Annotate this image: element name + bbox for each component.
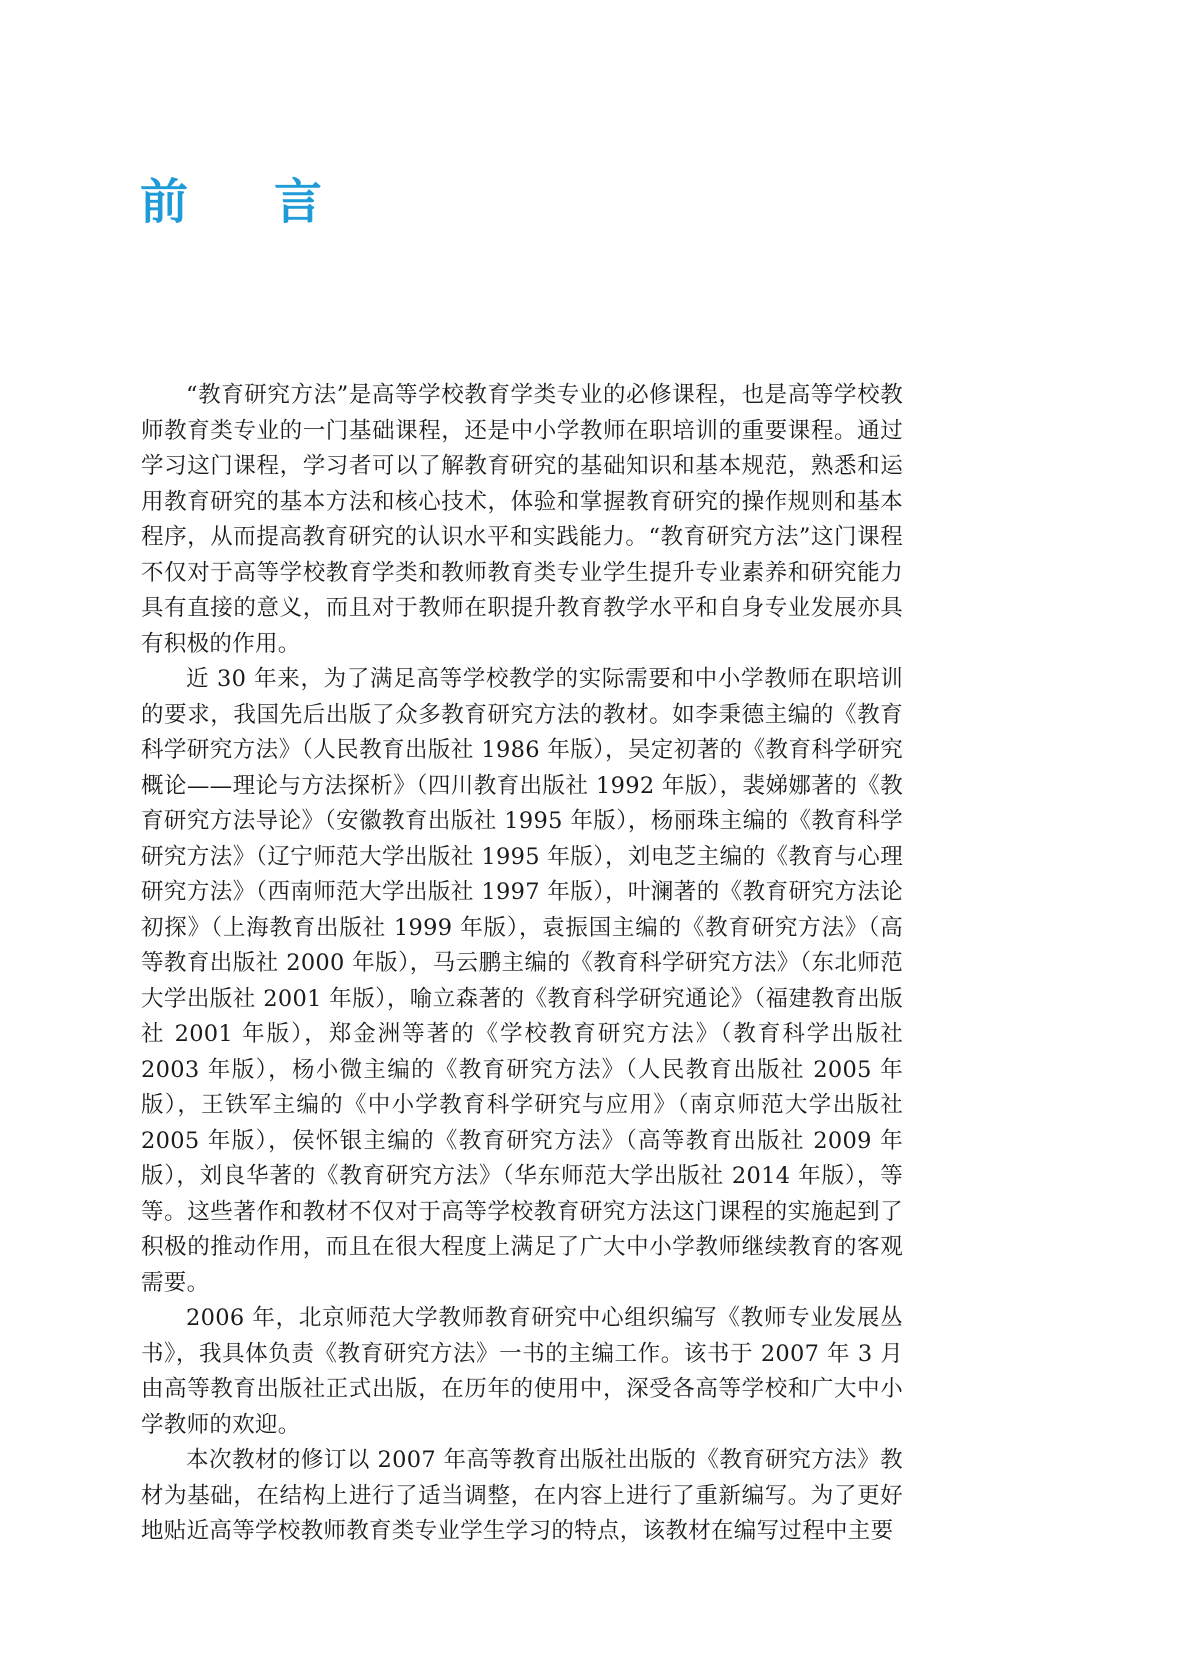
paragraph-2: 近 30 年来，为了满足高等学校教学的实际需要和中小学教师在职培训的要求，我国先后出版了众多教育研究方法的教材。如李秉德主编的《教育科学研究方法》（人民教育出版社 1986 年版），吴定初著的《教育科学研究概论——理论与方法探析》（四川教育出版社 1992 年版），裴娣娜著的《教育研究方法导论》（安徽教育出版社 1995 年版），杨丽珠主编的《教育科学研究方法》（辽宁师范大学出版社 1995 年版），刘电芝主编的《教育与心理研究方法》（西南师范大学出版社 1997 年版），叶澜著的《教育研究方法论初探》（上海教育出版社 1999 年版），袁振国主编的《教育研究方法》（高等教育出版社 2000 年版），马云鹏主编的《教育科学研究方法》（东北师范大学出版社 2001 年版），喻立森著的《教育科学研究通论》（福建教育出版社 2001 年版），郑金洲等著的《学校教育研究方法》（教育科学出版社 2003 年版），杨小微主编的《教育研究方法》（人民教育出版社 2005 年版），王铁军主编的《中小学教育科学研究与应用》（南京师范大学出版社 2005 年版），侯怀银主编的《教育研究方法》（高等教育出版社 2009 年版），刘良华著的《教育研究方法》（华东师范大学出版社 2014 年版），等等。这些著作和教材不仅对于高等学校教育研究方法这门课程的实施起到了积极的推动作用，而且在很大程度上满足了广大中小学教师继续教育的客观需要。 xyxy=(141,666,903,1296)
paragraph-3: 2006 年，北京师范大学教师教育研究中心组织编写《教师专业发展丛书》，我具体负责《教育研究方法》一书的主编工作。该书于 2007 年 3 月由高等教育出版社正式出版，在历年的使用中，深受各高等学校和广大中小学教师的欢迎。 xyxy=(141,1305,903,1438)
page-title-char-2: 言 xyxy=(274,174,323,230)
paragraph-4: 本次教材的修订以 2007 年高等教育出版社出版的《教育研究方法》教材为基础，在结构上进行了适当调整，在内容上进行了重新编写。为了更好地贴近高等学校教师教育类专业学生学习的特点，该教材在编写过程中主要 xyxy=(141,1447,903,1544)
paragraph-1: “教育研究方法”是高等学校教育学类专业的必修课程，也是高等学校教师教育类专业的一门基础课程，还是中小学教师在职培训的重要课程。通过学习这门课程，学习者可以了解教育研究的基础知识和基本规范，熟悉和运用教育研究的基本方法和核心技术，体验和掌握教育研究的操作规则和基本程序，从而提高教育研究的认识水平和实践能力。“教育研究方法”这门课程不仅对于高等学校教育学类和教师教育类专业学生提升专业素养和研究能力具有直接的意义，而且对于教师在职提升教育教学水平和自身专业发展亦具有积极的作用。 xyxy=(141,382,903,657)
page-title xyxy=(140,174,323,230)
page-title-char-1: 前 xyxy=(140,174,189,230)
preface-body xyxy=(141,378,903,1550)
